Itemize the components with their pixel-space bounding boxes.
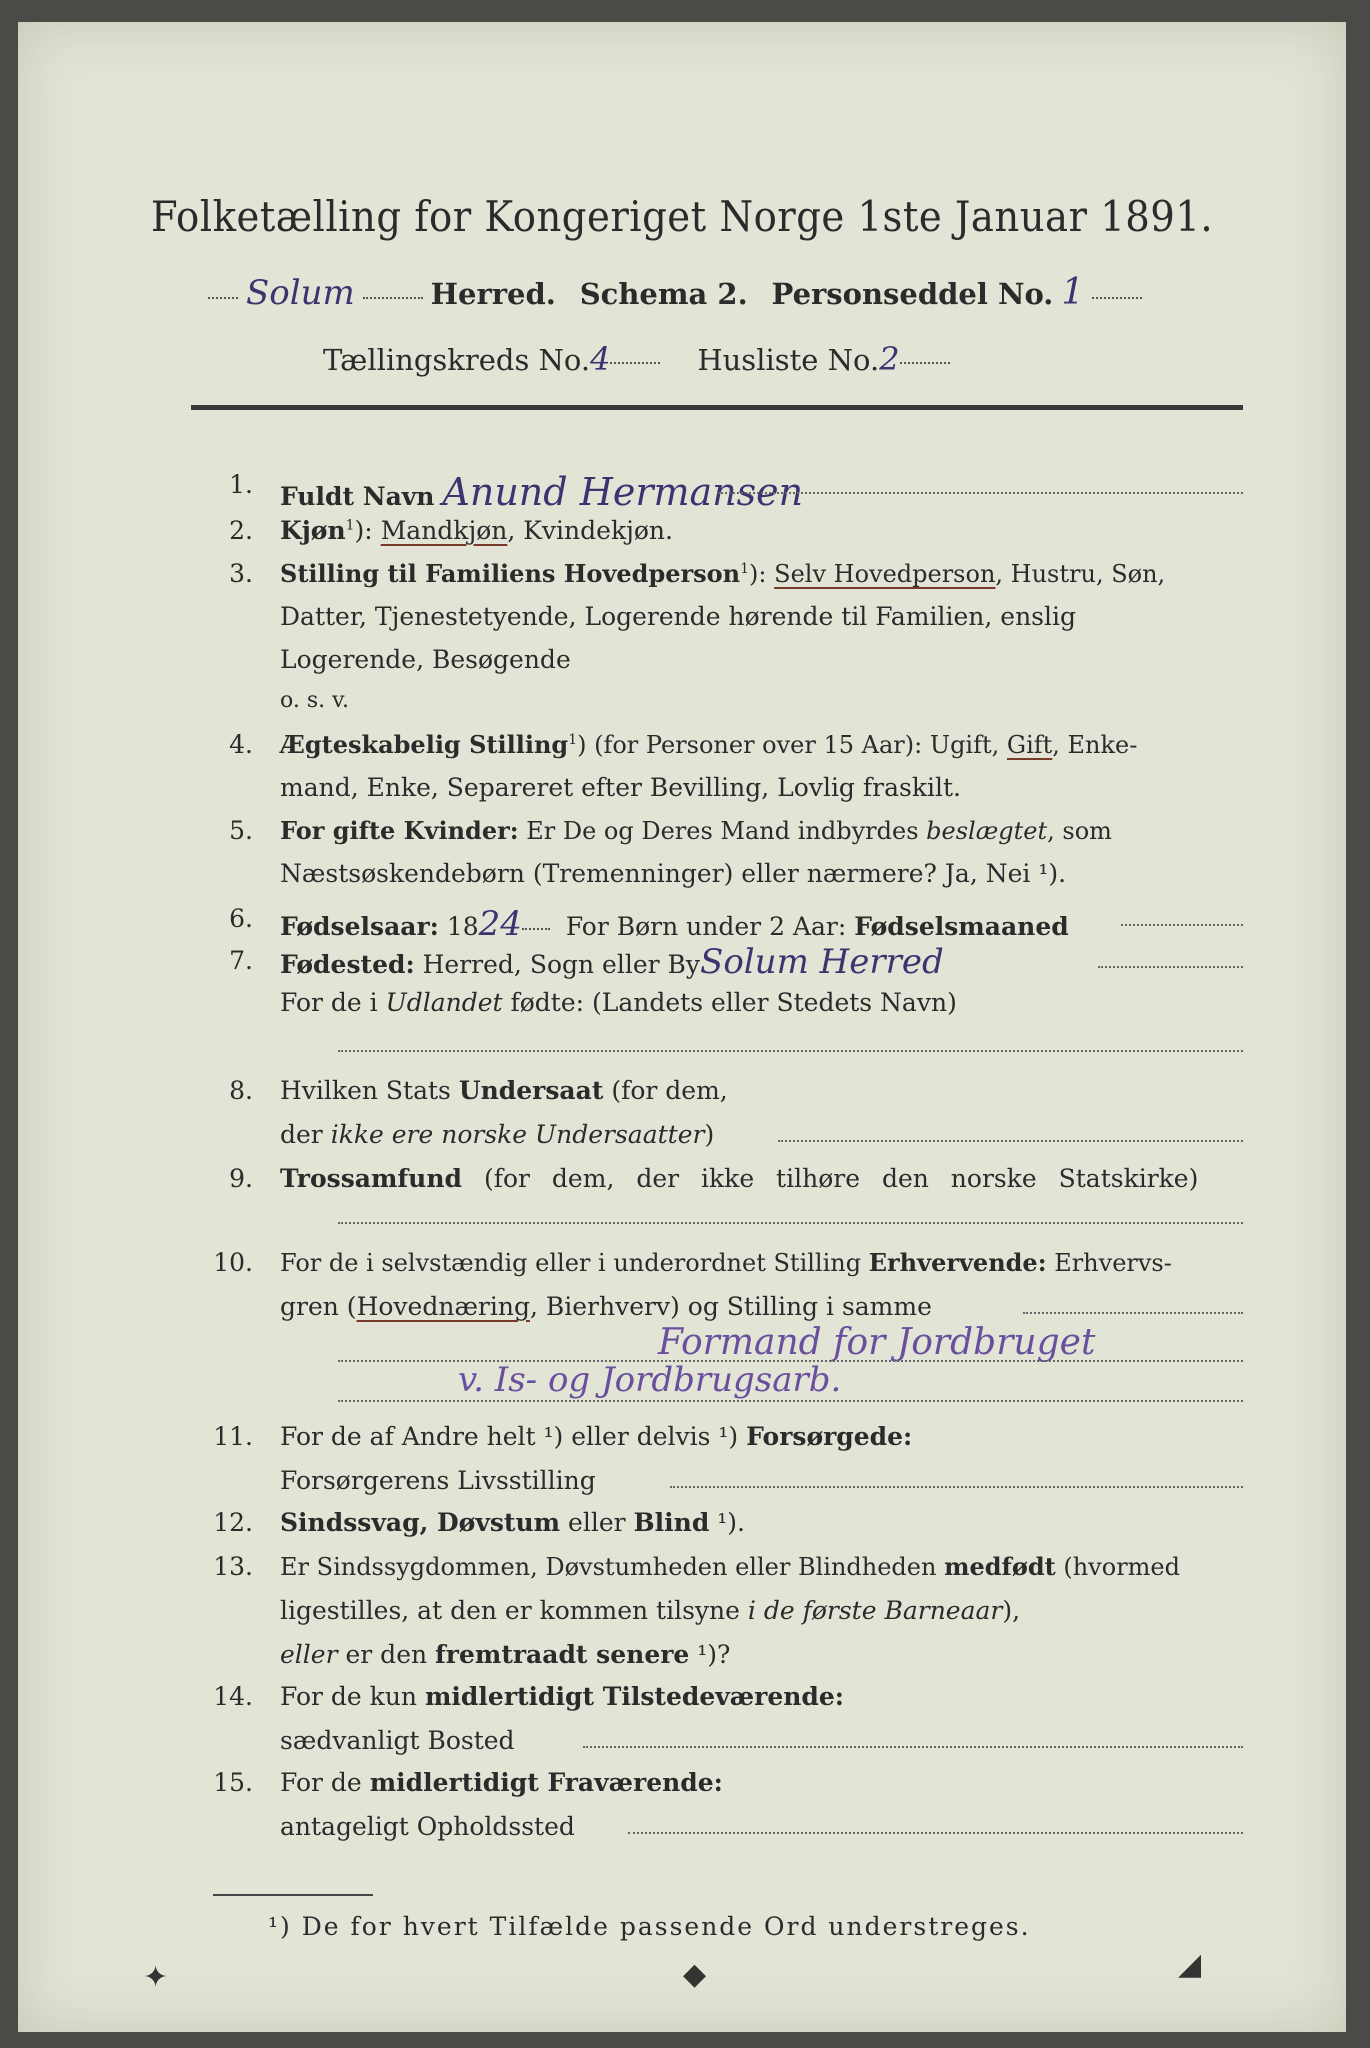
occupation-line2-b: , Bierhverv) og Stilling i samme bbox=[530, 1292, 932, 1321]
item-10-dotline-3 bbox=[338, 1400, 1243, 1402]
header-rule bbox=[191, 405, 1243, 410]
family-position-footnote-ref: 1 bbox=[740, 561, 750, 577]
personseddel-number: 1 bbox=[1061, 272, 1085, 313]
binding-mark-icon: ✦ bbox=[143, 1960, 169, 1995]
temp-absent-label: midlertidigt Fraværende: bbox=[369, 1768, 723, 1797]
disability-label: Sindssvag, Døvstum bbox=[280, 1508, 561, 1537]
item-7-number: 7. bbox=[229, 946, 253, 975]
occupation-value-2: v. Is- og Jordbrugsarb. bbox=[458, 1360, 842, 1400]
married-women-label: For gifte Kvinder: bbox=[280, 816, 519, 845]
item-7-line1 bbox=[280, 942, 944, 982]
footnote: ¹) De for hvert Tilfælde passende Ord understreges. bbox=[268, 1912, 1031, 1941]
item-8-line2 bbox=[280, 1120, 714, 1149]
temp-present-text: For de kun bbox=[280, 1682, 425, 1711]
congenital-label: medfødt bbox=[944, 1552, 1056, 1581]
married-women-text-a: Er De og Deres Mand indbyrdes bbox=[518, 817, 927, 845]
congenital-line3-italic: eller bbox=[280, 1640, 338, 1669]
family-position-label: Stilling til Familiens Hovedperson bbox=[280, 559, 741, 588]
religion-text: (for dem, der ikke tilhøre den norske Statskirke) bbox=[462, 1164, 1199, 1193]
item-11-line1 bbox=[280, 1422, 912, 1451]
item-10-line2 bbox=[280, 1292, 932, 1321]
item-14-line1 bbox=[280, 1682, 844, 1711]
marital-label: Ægteskabelig Stilling bbox=[280, 730, 569, 759]
kreds-label: Tællingskreds No. bbox=[323, 343, 591, 377]
ink-blot-icon-2: ◢ bbox=[1178, 1947, 1202, 1982]
item-10-line1 bbox=[280, 1248, 1172, 1277]
item-7-answer-line bbox=[338, 1050, 1243, 1052]
ink-blot-icon: ◆ bbox=[683, 1957, 707, 1992]
family-position-selected: Selv Hovedperson bbox=[774, 560, 996, 588]
kreds-row bbox=[323, 340, 950, 378]
item-7-line2 bbox=[280, 988, 957, 1017]
family-position-colon: ): bbox=[749, 560, 767, 588]
item-11-line2: Forsørgerens Livsstilling bbox=[280, 1466, 596, 1495]
subject-line2-italic: ikke ere norske Undersaatter bbox=[330, 1120, 705, 1149]
sex-footnote-ref: 1 bbox=[345, 517, 355, 534]
birthplace-value: Solum Herred bbox=[700, 942, 944, 982]
birthplace-text: Herred, Sogn eller By bbox=[414, 950, 701, 979]
subject-text-a: Hvilken Stats bbox=[280, 1076, 459, 1105]
item-5-line1 bbox=[280, 816, 1112, 845]
item-14-number: 14. bbox=[213, 1682, 253, 1711]
temp-absent-text: For de bbox=[280, 1768, 370, 1797]
item-15-line2: antageligt Opholdssted bbox=[280, 1812, 575, 1841]
later-onset-label: fremtraadt senere bbox=[435, 1640, 690, 1669]
congenital-line2-italic: i de første Barneaar bbox=[747, 1596, 1003, 1625]
supported-label: Forsørgede: bbox=[746, 1422, 913, 1451]
item-15-dotline bbox=[628, 1832, 1243, 1834]
item-15-line1 bbox=[280, 1768, 723, 1797]
birth-month-text: For Børn under 2 Aar: bbox=[565, 912, 847, 941]
abroad-text-b: fødte: (Landets eller Stedets Navn) bbox=[502, 988, 957, 1017]
birth-year-prefix: 18 bbox=[446, 912, 479, 941]
occupation-value-1: Formand for Jordbruget bbox=[658, 1322, 1096, 1363]
subject-line2-b: ) bbox=[704, 1120, 715, 1149]
sex-other-option: , Kvindekjøn. bbox=[507, 516, 673, 545]
occupation-text-a: For de i selvstændig eller i underordnet Stilling bbox=[280, 1249, 869, 1277]
supported-text-a: For de af bbox=[280, 1422, 402, 1451]
herred-value: Solum bbox=[245, 273, 355, 313]
marital-text-a: ) (for Personer over 15 Aar): Ugift, bbox=[577, 731, 1007, 759]
item-6-line1 bbox=[280, 904, 1069, 944]
item-5-number: 5. bbox=[229, 816, 253, 845]
married-women-italic: beslægtet bbox=[926, 817, 1048, 845]
item-4-line2: mand, Enke, Separeret efter Bevilling, Lovlig fraskilt. bbox=[280, 773, 961, 802]
congenital-line3-a: er den bbox=[337, 1640, 436, 1669]
husliste-number: 2 bbox=[879, 340, 900, 378]
item-2-text bbox=[280, 516, 673, 545]
kreds-number: 4 bbox=[590, 340, 611, 378]
item-8-dotline bbox=[778, 1140, 1243, 1142]
item-4-number: 4. bbox=[229, 730, 253, 759]
item-10-dotline-1 bbox=[1023, 1312, 1243, 1314]
item-1-number: 1. bbox=[229, 470, 253, 499]
abroad-text-a: For de i bbox=[280, 988, 386, 1017]
occupation-text-b: Erhvervs- bbox=[1046, 1249, 1172, 1277]
item-5-line2: Næstsøskendebørn (Tremenninger) eller nærmere? Ja, Nei ¹). bbox=[280, 859, 1067, 888]
item-6-dotline bbox=[1121, 924, 1243, 926]
subject-label: Undersaat bbox=[458, 1076, 604, 1105]
sex-colon: ): bbox=[354, 516, 373, 545]
husliste-label: Husliste No. bbox=[697, 343, 880, 377]
marital-text-b: , Enke- bbox=[1052, 731, 1138, 759]
abroad-italic: Udlandet bbox=[385, 988, 503, 1017]
marital-footnote-ref: 1 bbox=[568, 732, 578, 748]
occupation-label: Erhvervende: bbox=[868, 1248, 1047, 1277]
item-2-number: 2. bbox=[229, 516, 253, 545]
item-9-number: 9. bbox=[229, 1164, 253, 1193]
birthplace-label: Fødested: bbox=[280, 950, 415, 979]
item-11-number: 11. bbox=[213, 1422, 253, 1451]
birth-year-label: Fødselsaar: bbox=[280, 912, 439, 941]
item-1-dotline bbox=[718, 492, 1243, 494]
item-3-line3: Logerende, Besøgende bbox=[280, 645, 571, 674]
religion-label: Trossamfund bbox=[280, 1164, 463, 1193]
disability-text: eller bbox=[560, 1508, 634, 1537]
item-7-dotline bbox=[1098, 966, 1243, 968]
occupation-selected: Hovednæring bbox=[356, 1292, 530, 1321]
item-14-dotline bbox=[583, 1746, 1243, 1748]
marital-selected: Gift bbox=[1006, 731, 1053, 759]
form-title: Folketælling for Kongeriget Norge 1ste Januar 1891. bbox=[150, 192, 1214, 241]
item-8-number: 8. bbox=[229, 1076, 253, 1105]
item-3-line1 bbox=[280, 559, 1165, 588]
congenital-line3-b: ¹)? bbox=[689, 1640, 731, 1669]
personseddel-label: Personseddel No. bbox=[771, 277, 1054, 311]
birth-month-label: Fødselsmaaned bbox=[854, 912, 1069, 941]
item-8-line1 bbox=[280, 1076, 728, 1105]
census-form bbox=[18, 22, 1346, 2032]
item-13-number: 13. bbox=[213, 1552, 253, 1581]
item-13-line1 bbox=[280, 1552, 1180, 1581]
item-14-line2: sædvanligt Bosted bbox=[280, 1726, 515, 1755]
footnote-rule bbox=[213, 1894, 373, 1896]
full-name-value: Anund Hermansen bbox=[442, 470, 804, 514]
supported-text-andre: Andre bbox=[401, 1422, 479, 1451]
supported-text-b: helt ¹) eller delvis ¹) bbox=[478, 1422, 747, 1451]
item-3-line2: Datter, Tjenestetyende, Logerende hørende til Familien, enslig bbox=[280, 602, 1077, 631]
married-women-text-b: , som bbox=[1047, 817, 1112, 845]
item-13-line2 bbox=[280, 1596, 1020, 1625]
item-10-number: 10. bbox=[213, 1248, 253, 1277]
sex-selected: Mandkjøn bbox=[380, 516, 508, 545]
item-12-line1 bbox=[280, 1508, 745, 1537]
item-3-line4: o. s. v. bbox=[280, 688, 349, 713]
item-11-dotline bbox=[670, 1486, 1243, 1488]
subject-text-b: (for dem, bbox=[603, 1076, 728, 1105]
birth-year-value: 24 bbox=[478, 904, 522, 944]
item-12-number: 12. bbox=[213, 1508, 253, 1537]
full-name-label: Fuldt Navn bbox=[280, 482, 435, 511]
congenital-text-b: (hvormed bbox=[1055, 1553, 1180, 1581]
item-13-line3 bbox=[280, 1640, 730, 1669]
schema-label: Schema 2. bbox=[579, 277, 748, 311]
congenital-line2-b: ), bbox=[1002, 1596, 1021, 1625]
herred-label: Herred. bbox=[430, 277, 556, 311]
item-3-number: 3. bbox=[229, 559, 253, 588]
congenital-line2-a: ligestilles, at den er kommen tilsyne bbox=[280, 1596, 748, 1625]
item-9-line1 bbox=[280, 1164, 1198, 1193]
herred-row bbox=[208, 272, 1142, 313]
disability-footnote: ¹). bbox=[709, 1508, 745, 1537]
item-9-answer-line bbox=[338, 1222, 1243, 1224]
subject-line2-a: der bbox=[280, 1120, 331, 1149]
family-position-options-1: , Hustru, Søn, bbox=[995, 560, 1166, 588]
item-15-number: 15. bbox=[213, 1768, 253, 1797]
item-6-number: 6. bbox=[229, 904, 253, 933]
sex-label: Kjøn bbox=[280, 516, 346, 545]
temp-present-label: midlertidigt Tilstedeværende: bbox=[424, 1682, 845, 1711]
congenital-text-a: Er Sindssygdommen, Døvstumheden eller Blindheden bbox=[280, 1553, 945, 1581]
occupation-line2-a: gren ( bbox=[280, 1292, 357, 1321]
blind-label: Blind bbox=[633, 1508, 710, 1537]
item-4-line1 bbox=[280, 730, 1137, 759]
